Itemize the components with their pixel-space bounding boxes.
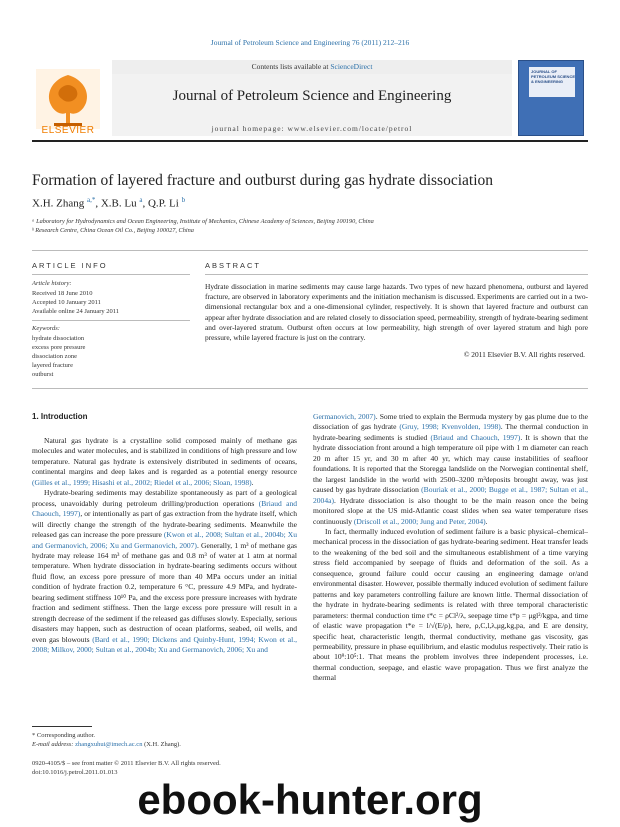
affiliation-b: ᵇ Research Centre, China Ocean Oil Co., Beijing 100027, China — [32, 227, 194, 234]
footnote-email: E-mail address: zhangxuhui@imech.ac.cn (X.H. Zhang). — [32, 741, 181, 748]
author-list: X.H. Zhang $^{a,*}$, X.B. Lu $^a$, Q.P. Li $^b$ — [32, 196, 186, 210]
doi-line[interactable]: doi:10.1016/j.petrol.2011.01.013 — [32, 769, 118, 776]
article-title: Formation of layered fracture and outburst during gas hydrate dissociation — [32, 172, 493, 189]
keyword-item: hydrate dissociation — [32, 335, 85, 342]
author-affil-mark[interactable]: b — [181, 196, 186, 204]
author-affil-mark[interactable]: a,* — [87, 196, 96, 204]
affiliation-rule — [32, 250, 588, 251]
keywords-label: Keywords: — [32, 325, 60, 332]
citation-link[interactable]: (Gilles et al., 1999; Hisashi et al., 2002; Riedel et al., 2006; Sloan, 1998) — [32, 477, 252, 487]
citation-link[interactable]: (Briaud and Chaouch, 1997) — [32, 498, 297, 519]
issn-line: 0920-4105/$ – see front matter © 2011 Elsevier B.V. All rights reserved. — [32, 760, 221, 767]
footnote-rule — [32, 726, 92, 727]
author-name: X.B. Lu — [100, 197, 137, 210]
copyright-notice: © 2011 Elsevier B.V. All rights reserved. — [463, 350, 585, 359]
journal-reference[interactable]: Journal of Petroleum Science and Engineering 76 (2011) 212–216 — [210, 38, 410, 47]
article-info-heading: ARTICLE INFO — [32, 261, 108, 270]
abstract-text: Hydrate dissociation in marine sediments may cause large hazards. Two types of new hazard phenomena, outburst and layered fracture, are observed in laboratory experiments and the initiation mechanism is discussed. Experiments are carried out in a two-dimensional rectangular box and a one-dimensional cylinder, respectively. It is shown that layered fracture and outburst can appear after hydrate dissociation and are related closely to dissociation speed, permeability, strength of hydrate-bearing sediment and over-layered stratum. Outburst often occurs at low permeability, high strength of over layered stratum and high pore pressure, while layered fracture is just on the contrary. — [205, 282, 588, 343]
footnote-corresponding: * Corresponding author. — [32, 732, 96, 739]
email-link[interactable]: zhangxuhui@imech.ac.cn — [75, 741, 143, 748]
affiliation-a: ᵃ Laboratory for Hydrodynamics and Ocean Engineering, Institute of Mechanics, Chinese Academy of Sciences, Beijing 100190, China — [32, 218, 374, 225]
cover-title: JOURNAL OF PETROLEUM SCIENCE & ENGINEERING — [531, 69, 576, 84]
sciencedirect-link[interactable]: ScienceDirect — [330, 62, 373, 71]
section-heading-introduction: 1. Introduction — [32, 412, 88, 421]
journal-title: Journal of Petroleum Science and Engineering — [172, 88, 452, 104]
abstract-heading: ABSTRACT — [205, 261, 262, 270]
watermark-text: ebook-hunter.org — [137, 776, 483, 823]
citation-link[interactable]: (Bard et al., 1990; Dickens and Quinby-Hunt, 1994; Kwon et al., 2008; Milkov, 2000; Sultan et al., 2004b; Xu and Germanovich, 2006; Xu and — [32, 634, 297, 655]
contents-prefix: Contents lists available at — [251, 62, 331, 71]
abstract-rule — [205, 274, 588, 275]
paragraph: Germanovich, 2007). Some tried to explain the Bermuda mystery by gas plume due to the dissociation of gas hydrate (Gruy, 1998; Kvenvolden, 1998). The thermal conduction in hydrate-bearing sediments is studied (Briaud and Chaouch, 1997). It is shown that the hydrate dissociation front around a high temperature oil pipe with 1 m diameter can reach 20 m after 15 yr, and 30 m after 40 yr, which may cause instabilities of seafloor foundations. It is reported that the Storegga landslide on the Norwegian continental shelf, the largest landslide in the world with 2500–3200 m³deposits brought away, was just caused by gas hydrate dissociation (Bouriak et al., 2000; Bugge et al., 1987; Sultan et al., 2004a). Hydrate dissociation is also thought to be the main reason once the being monitored slope at the US mid-Atlantic coast slides when sea water temperature rises continuously (Driscoll et al., 2000; Jung and Peter, 2004). — [313, 412, 588, 526]
citation-link[interactable]: (Kwon et al., 2008; Sultan et al., 2004b; Xu and Germanovich, 2006; Xu and Germanovich, 2007) — [32, 530, 297, 550]
keyword-item: layered fracture — [32, 362, 73, 369]
citation-link[interactable]: (Driscoll et al., 2000; Jung and Peter, 2004) — [353, 516, 486, 526]
history-online: Available online 24 January 2011 — [32, 308, 120, 315]
history-received: Received 18 June 2010 — [32, 290, 93, 297]
keyword-item: outburst — [32, 371, 54, 378]
citation-link[interactable]: Germanovich, 2007) — [313, 412, 376, 421]
article-info-rule — [32, 274, 190, 275]
history-label: Article history: — [32, 280, 72, 287]
header-rule — [32, 140, 588, 142]
citation-link[interactable]: (Gruy, 1998; Kvenvolden, 1998) — [399, 422, 501, 432]
left-column — [32, 436, 297, 712]
journal-cover-thumbnail — [518, 60, 584, 136]
keywords-rule — [32, 320, 190, 321]
publisher-name: ELSEVIER — [41, 125, 95, 136]
right-column — [313, 412, 588, 752]
body-rule — [32, 388, 588, 389]
citation-link[interactable]: (Briaud and Chaouch, 1997) — [430, 432, 521, 442]
elsevier-tree-logo — [36, 64, 100, 134]
paragraph: In fact, thermally induced evolution of sediment failure is a basic physical–chemical–mechanical process in the dissociation of gas hydrate-bearing sediment. Heat transfer leads to the weakening of the bed soil and the simultaneous establishment of a time varying stress field accompanied by seepage of fluids and deformation of the soil. As a consequence, ground failure could occur causing an engineering damage or/and environmental disaster. However, possible thermally induced evolution of sediment failure patterns and key parameters controlling failure are known little. Thermal dissociation of the hydrate in hydrate-bearing sediments is related with three temporal characteristic parameters: thermal conduction time t*c = ρCl²/λ, seepage time t*p = μgl²/kgpa, and time of elastic wave propagation t*e = l/√(E/ρ), here, ρ,C,l,λ,μg,kg,pa, and E are density, specific heat, characteristic length, thermal conductivity, methane gas viscosity, gas permeability, pressure in phase equilibrium, and elastic modulus respectively. Their ratio is about 10⁹:10⁵:1. That means the problem involves three independent processes, i.e. thermal conduction, seepage, and elastic wave propagation. Thus we first analyze the thermal — [313, 526, 588, 683]
paragraph: Hydrate-bearing sediments may destabilize spontaneously as part of a geological process, unavoidably during petroleum drilling/production operations (Briaud and Chaouch, 1997), or intentionally as part of gas extraction from the hydrate itself, which will directly change the strength of the hydrate-bearing sediments. Meanwhile the released gas can increase the pore pressure (Kwon et al., 2008; Sultan et al., 2004b; Xu and Germanovich, 2006; Xu and Germanovich, 2007). Generally, 1 m³ of methane gas hydrate may release 164 m³ of methane gas and 0.8 m³ of water at 1 atm at normal temperature. When hydrate dissociation in hydrate-bearing sediments occurs without fluid flow, an excess pore pressure of more than 40 MPa occurs under an initial condition of hydrate fraction 0.2, temperature 6 °C, pressure 4.9 MPa, and hydrate-bearing sediment stiffness 10¹⁰ Pa, and the excess pore pressure increases with hydrate fraction and sediment stiffness. Then the large excess pore pressure will result in a strength decrease of the sediment if the released gas diffuses slowly. Especially, serious disasters may happen, such as destruction of ocean platforms, seabed, oil wells, and even gas blowouts (Bard et al., 1990; Dickens and Quinby-Hunt, 1994; Kwon et al., 2008; Milkov, 2000; Sultan et al., 2004b; Xu and Germanovich, 2006; Xu and — [32, 488, 297, 655]
author-name: Q.P. Li — [147, 197, 179, 210]
journal-homepage[interactable]: journal homepage: www.elsevier.com/locate/petrol — [211, 124, 413, 133]
author-affil-mark[interactable]: a — [139, 196, 143, 204]
author-name: X.H. Zhang — [32, 197, 85, 210]
paragraph: Natural gas hydrate is a crystalline solid composed mainly of methane gas molecules and water molecules, and is stabilized in conditions of high pressure and low temperature. Natural gas hydrate is extensively distributed in sediments of oceans, continental margins and deep lakes and is regarded as a potential energy resource (Gilles et al., 1999; Hisashi et al., 2002; Riedel et al., 2006; Sloan, 1998). — [32, 436, 297, 487]
citation-link[interactable]: (Bouriak et al., 2000; Bugge et al., 1987; Sultan et al., 2004a) — [313, 485, 588, 505]
keyword-item: dissociation zone — [32, 353, 77, 360]
contents-line — [112, 62, 512, 71]
history-accepted: Accepted 10 January 2011 — [32, 299, 101, 306]
keyword-item: excess pore pressure — [32, 344, 86, 351]
